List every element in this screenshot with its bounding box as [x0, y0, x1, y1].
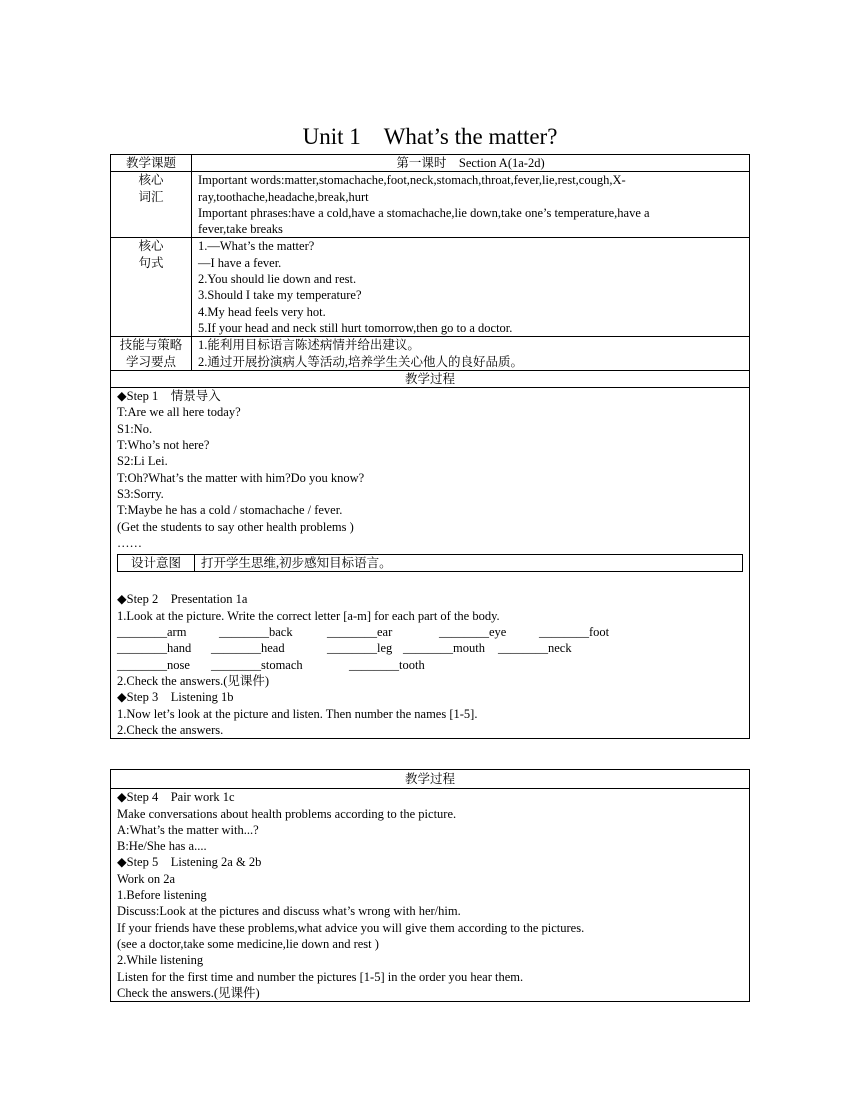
blank-row — [117, 640, 743, 656]
lesson-plan-table-continued — [110, 769, 750, 1002]
process-content-row — [111, 388, 750, 739]
step4-heading: ◆Step 4 Pair work 1c — [117, 790, 235, 805]
process-content: ◆Step 1 情景导入 T:Are we all here today? S1:No. T:Who’s not here? S2:Li Lei. T:Oh?What’s the matter with him?Do you know? S3:Sorry. T:Maybe he has a cold / stomachache / fever. (Get the students to say other health problems ) …… 设计意图 打开学生思维,初步感知目标语言。 ◆Step 2 Presentation 1a 1.Look at the picture. Write the correct letter [a-m] for each part of the body. ________arm ________back ________ear ________eye ________foot ________hand ________head ________leg ________mouth ________neck ________nose ________stomach ________tooth 2.Check the answers.(见课件) ◆Step 3 Listening 1b 1.Now let’s look at the picture and listen. Then number the names [1-5]. 2.Check the answers. — [111, 388, 750, 739]
step5-heading: ◆Step 5 Listening 2a & 2b — [117, 855, 262, 870]
skills-content: 1.能利用目标语言陈述病情并给出建议。 2.通过开展扮演病人等活动,培养学生关心他人的良好品质。 — [192, 337, 750, 371]
process-header-row — [111, 370, 750, 387]
process-label: 教学过程 — [111, 370, 750, 387]
blank-item: ________nose — [117, 657, 190, 672]
lesson-plan-table — [110, 154, 750, 739]
design-intent-value: 打开学生思维,初步感知目标语言。 — [195, 555, 743, 572]
sentences-content: 1.—What’s the matter? —I have a fever. 2.You should lie down and rest. 3.Should I take my temperature? 4.My head feels very hot. 5.If your head and neck still hurt tomorrow,then go to a doctor. — [192, 238, 750, 337]
vocab-label: 核心 词汇 — [111, 172, 192, 238]
process-content-2: ◆Step 4 Pair work 1c Make conversations about health problems according to the picture. A:What’s the matter with...? B:He/She has a.... ◆Step 5 Listening 2a & 2b Work on 2a 1.Before listening Discuss:Look at the pictures and discuss what’s wrong with her/him. If your friends have these problems,what advice you will give them according to the pictures. (see a doctor,take some medicine,lie down and rest ) 2.While listening Listen for the first time and number the pictures [1-5] in the order you hear them. Check the answers.(见课件) — [111, 789, 750, 1002]
blank-item: ________head — [211, 641, 285, 656]
sentences-label: 核心 句式 — [111, 238, 192, 337]
design-intent-label: 设计意图 — [118, 555, 195, 572]
blank-item: ________stomach — [211, 657, 303, 672]
blank-item: ________ear — [327, 625, 393, 640]
process-content-row-2 — [111, 789, 750, 1002]
page-title: Unit 1 What’s the matter? — [302, 124, 558, 149]
blank-item: ________hand — [117, 641, 192, 656]
blank-item: ________arm — [117, 625, 187, 640]
design-intent-table — [117, 554, 743, 572]
blank-item: ________foot — [539, 625, 610, 640]
step3-heading: ◆Step 3 Listening 1b — [117, 690, 234, 705]
course-label: 教学课题 — [111, 155, 192, 172]
blank-item: ________neck — [498, 641, 572, 656]
blank-row — [117, 657, 743, 673]
blank-item: ________tooth — [349, 657, 425, 672]
course-row — [111, 155, 750, 172]
skills-label: 技能与策略 学习要点 — [111, 337, 192, 371]
course-value: 第一课时 Section A(1a-2d) — [192, 155, 750, 172]
step2-instruction: 1.Look at the picture. Write the correct letter [a-m] for each part of the body. — [117, 608, 500, 623]
blank-item: ________back — [219, 625, 293, 640]
vocab-row — [111, 172, 750, 238]
step1-heading: ◆Step 1 情景导入 — [117, 389, 221, 404]
step2-heading: ◆Step 2 Presentation 1a — [117, 592, 248, 607]
skills-row — [111, 337, 750, 371]
vocab-content: Important words:matter,stomachache,foot,neck,stomach,throat,fever,lie,rest,cough,X- ray,toothache,headache,break,hurt Important phrases:have a cold,have a stomachache,lie down,take one’s temperature,have a fever,take breaks — [192, 172, 750, 238]
sentences-row — [111, 238, 750, 337]
blank-item: ________leg — [327, 641, 393, 656]
blank-row — [117, 624, 743, 640]
step2-check: 2.Check the answers.(见课件) — [117, 673, 270, 688]
process-header-row-2 — [111, 770, 750, 789]
blank-item: ________eye — [439, 625, 507, 640]
process-label-2: 教学过程 — [111, 770, 750, 789]
blank-item: ________mouth — [403, 641, 485, 656]
